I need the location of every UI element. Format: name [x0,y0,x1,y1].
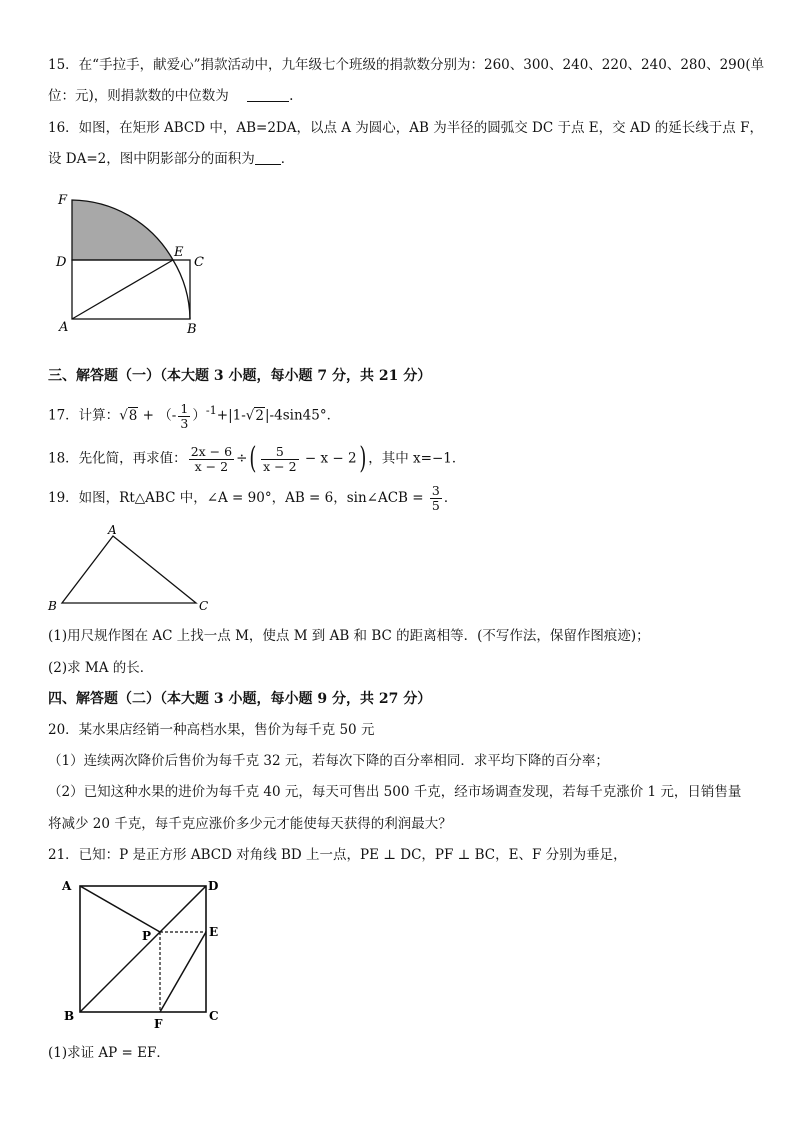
q19-prefix: 19．如图，Rt△ABC 中，∠A = 90°，AB = 6，sin∠ACB = [48,490,428,506]
q17-fraction: $\frac{1}{3}$ [180,400,189,431]
q19-label-b: B [48,599,57,613]
q17-sqrt2: 2 [255,407,264,424]
q21-diagonal-bd [80,886,206,1012]
q21-segment-ef [160,932,206,1012]
q16-line2 [48,149,294,169]
q16-answer-blank [255,150,281,165]
q16-label-c: C [194,255,204,270]
q16-label-a: A [59,320,69,335]
q21-square-figure [56,878,236,1036]
q16-rectangle [72,260,190,319]
q19-triangle-figure [46,522,216,614]
q16-label-e: E [174,245,184,260]
q16-line1: 16．如图，在矩形 ABCD 中，AB=2DA，以点 A 为圆心，AB 为半径的圆弧交 DC 于点 E，交 AD 的延长线于点 F， [48,120,763,136]
q17-end: |-4sin45°． [265,407,341,424]
q19-label-a: A [108,523,117,537]
q19-triangle [62,536,196,603]
q19-fraction: $\frac{3}{5}$ [431,483,440,513]
q19-label-c: C [199,599,209,613]
q18-fraction1: $\frac{2x - 6}{x - 2}$ [190,443,233,474]
q17-sqrt8: 8 [128,407,138,424]
q18-divide: ÷ [236,450,248,467]
q21-label-p: P [142,929,152,943]
q17-expression: 17．计算：√8 + （- $\frac{1}{3}$ ）$^{-1}$+|1-√2|-4sin45°． [48,400,341,431]
q15-line2-text: 位：元)，则捐款数的中位数为 [48,88,229,104]
q16-label-b: B [187,322,197,337]
q17-close-paren: ） [192,407,206,424]
q16-label-d: D [56,255,67,270]
q18-expression: 18．先化简，再求值： $\frac{2x - 6}{x - 2}$ ÷( $\frac{5}{x - 2}$ − x − 2) ，其中 x=−1． [48,441,466,476]
q16-line2-text: 设 DA=2，图中阴影部分的面积为 [48,151,255,167]
q21-label-f: F [154,1017,163,1031]
q16-figure [50,188,210,338]
q18-fraction2: $\frac{5}{x - 2}$ [263,443,297,474]
q19-suffix: ． [443,490,458,506]
q18-suffix: ，其中 x=−1． [368,450,466,467]
q15-line1: 15．在“手拉手，献爱心”捐款活动中，九年级七个班级的捐款数分别为：260、300、240、220、240、280、290(单 [48,57,765,73]
q16-arc [173,260,190,319]
q19-part2: (2)求 MA 的长． [48,660,154,676]
q15-answer-blank [247,87,289,102]
section4-heading: 四、解答题（二）（本大题 3 小题，每小题 9 分，共 27 分） [48,691,432,707]
q18-tail: − x − 2 [300,450,357,467]
q18-prefix: 18．先化简，再求值： [48,450,187,467]
q19-statement [48,484,457,513]
q21-line1: 21．已知：P 是正方形 ABCD 对角线 BD 上一点，PE ⊥ DC，PF ⊥ BC，E、F 分别为垂足， [48,847,627,863]
q16-label-f: F [58,193,68,208]
q20-line1: 20．某水果店经销一种高档水果，售价为每千克 50 元 [48,722,375,738]
q17-exponent: -1 [205,404,217,417]
q21-label-b: B [64,1009,75,1023]
q21-part1: (1)求证 AP = EF． [48,1045,170,1061]
q16-line2-end: ． [280,151,295,167]
q21-segment-ap [80,886,160,932]
q21-label-e: E [209,925,219,939]
q16-segment-ae [72,260,173,319]
q16-shaded-region [72,200,173,260]
q15-line2: 位：元)，则捐款数的中位数为 . [48,88,294,104]
q20-part2a: （2）已知这种水果的进价为每千克 40 元，每天可售出 500 千克，经市场调查发现，若每千克涨价 1 元，日销售量 [48,784,742,800]
q20-part2b: 将减少 20 千克，每千克应涨价多少元才能使每天获得的利润最大？ [48,816,452,832]
q17-abs-open: +|1- [216,407,246,424]
q17-prefix: 17．计算： [48,407,120,424]
q21-label-a: A [62,879,72,893]
q17-plus: + （- [138,407,177,424]
q19-part1: (1)用尺规作图在 AC 上找一点 M，使点 M 到 AB 和 BC 的距离相等．(不写作法，保留作图痕迹)； [48,628,650,644]
q21-label-d: D [208,879,219,893]
q20-part1: （1）连续两次降价后售价为每千克 32 元，若每次下降的百分率相同．求平均下降的百分率； [48,753,609,769]
section3-heading: 三、解答题（一）（本大题 3 小题，每小题 7 分，共 21 分） [48,368,432,384]
q21-label-c: C [209,1009,219,1023]
